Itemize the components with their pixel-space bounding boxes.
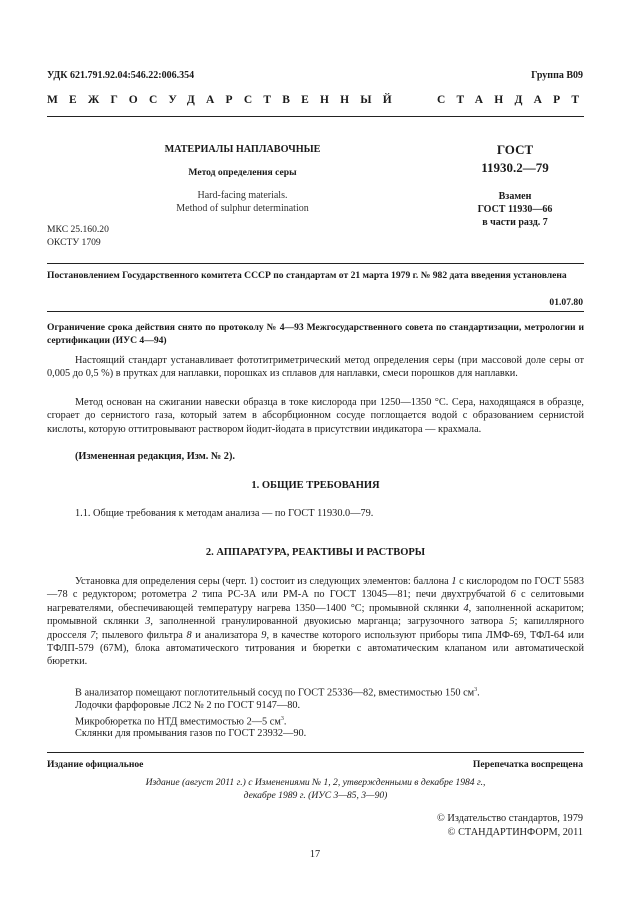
- section-2-heading: 2. АППАРАТУРА, РЕАКТИВЫ И РАСТВОРЫ: [205, 547, 426, 558]
- part-number: 6: [510, 589, 516, 601]
- part-number: 1: [451, 576, 457, 587]
- title-en-line-2: Method of sulphur determination: [176, 203, 309, 214]
- apparatus-paragraph: [47, 575, 584, 669]
- standard-type-word-2: СТАНДАРТ: [437, 94, 591, 106]
- title-rule: [47, 263, 584, 264]
- section-1-item: 1.1. Общие требования к методам анализа — по ГОСТ 11930.0—79.: [75, 508, 374, 519]
- apparatus-text: , заполненной гранулированной двуокисью марганца; загрузочного затвора: [150, 616, 510, 628]
- part-number: 9: [261, 629, 267, 641]
- part-number: 5: [509, 616, 515, 628]
- udk-code: УДК 621.791.92.04:546.22:006.354: [47, 70, 195, 81]
- apparatus-text: ; пылевого фильтра: [95, 629, 187, 641]
- amendment-note: (Измененная редакция, Изм. № 2).: [75, 451, 235, 462]
- unit-superscript: 3: [280, 716, 284, 722]
- edition-note-line-1: Издание (август 2011 г.) с Изменениями № 1, 2, утвержденными в декабре 1984 г.,: [145, 777, 486, 788]
- apparatus-text: Установка для определения серы (черт. 1) состоит из следующих элементов: баллона: [75, 576, 452, 587]
- part-number: 3: [145, 616, 151, 628]
- introduction-date: 01.07.80: [549, 297, 583, 308]
- mks-code: МКС 25.160.20: [47, 224, 109, 235]
- intro-paragraph-1: [47, 354, 584, 381]
- microburette-text: Микробюретка по НТД вместимостью 2—5 см: [75, 716, 281, 728]
- okstu-code: ОКСТУ 1709: [47, 237, 101, 248]
- edition-note-line-2: декабре 1989 г. (ИУС 3—85, 3—90): [243, 790, 388, 801]
- analyzer-vessel-text: В анализатор помещают поглотительный сосуд по ГОСТ 25336—82, вместимостью 150 см: [75, 687, 475, 699]
- decree-rule: [47, 311, 584, 312]
- boats-line: Лодочки фарфоровые ЛС2 № 2 по ГОСТ 9147—80.: [75, 700, 301, 711]
- part-number: 2: [191, 589, 197, 601]
- group-code: Группа В09: [531, 70, 583, 81]
- section-1-heading: 1. ОБЩИЕ ТРЕБОВАНИЯ: [251, 480, 380, 491]
- gas-flasks-line: Склянки для промывания газов по ГОСТ 23932—90.: [75, 728, 307, 739]
- period: .: [477, 687, 480, 699]
- gost-number: 11930.2—79: [481, 160, 549, 175]
- replaces-line-3: в части разд. 7: [482, 217, 548, 228]
- standard-type-word-1: МЕЖГОСУДАРСТВЕННЫЙ: [47, 94, 403, 106]
- part-number: 7: [90, 629, 96, 641]
- intro-paragraph-1-text: Настоящий стандарт устанавливает фототитриметрический метод определения серы (при массовой доле серы от 0,005 до 0,5 %) в прутках для наплавки, порошках из сплавов для наплавки, смеси порошков для наплавки.: [47, 355, 584, 380]
- apparatus-text: с селитовыми нагревателями, обеспечивающей температуру нагрева 1350—1400 °С; промывной склянки: [47, 589, 584, 614]
- apparatus-text: и анализатора: [191, 629, 262, 641]
- period: .: [283, 716, 287, 728]
- unit-superscript: 3: [474, 687, 478, 693]
- replaces-line-1: Взамен: [498, 191, 532, 202]
- page-number: 17: [309, 849, 321, 860]
- intro-paragraph-2-text: Метод основан на сжигании навески образца в токе кислорода при 1250—1350 °С. Сера, находящаяся в образце, сгорает до сернистого газа, который затем в абсорбционном сосуде поглощается водой с образованием сернистой кислоты, которую оттитровывают раствором йодит-йодата в присутствии индикатора — крахмала.: [47, 397, 584, 435]
- apparatus-text: , в качестве которого используют приборы типа ЛМФ-69, ТФЛ-64 или ТФЛП-579 (67М), блока автоматического титрования и бюретки с автоматическим клапаном или автоматической бюретки.: [47, 629, 585, 668]
- replaces-line-2: ГОСТ 11930—66: [477, 204, 553, 215]
- reprint-prohibited: Перепечатка воспрещена: [472, 759, 583, 770]
- part-number: 8: [186, 629, 192, 641]
- limitation-note: Ограничение срока действия снято по протоколу № 4—93 Межгосударственного совета по стандартизации, метрологии и сертификации (ИУС 4—94): [47, 322, 584, 346]
- part-number: 4: [463, 602, 469, 614]
- apparatus-text: типа РС-3А или РМ-А по ГОСТ 13045—81; печи двухтрубчатой: [196, 589, 511, 601]
- decree-text: Постановлением Государственного комитета СССР по стандартам от 21 марта 1979 г. № 982 дата введения установлена: [47, 270, 567, 281]
- gost-label: ГОСТ: [496, 142, 534, 157]
- header-rule: [47, 116, 584, 117]
- footer-rule: [47, 752, 584, 753]
- official-edition: Издание официальное: [47, 759, 144, 770]
- copyright-line-1: © Издательство стандартов, 1979: [437, 813, 583, 824]
- title-ru: МАТЕРИАЛЫ НАПЛАВОЧНЫЕ: [164, 144, 321, 155]
- apparatus-text: ; капиллярного дросселя: [47, 616, 584, 641]
- title-en-line-1: Hard-facing materials.: [197, 190, 288, 201]
- apparatus-text: с кислородом по ГОСТ 5583—78 с редуктором; ротометра: [47, 576, 585, 601]
- subtitle-ru: Метод определения серы: [188, 167, 297, 178]
- copyright-line-2: © СТАНДАРТИНФОРМ, 2011: [447, 827, 583, 838]
- analyzer-vessel-line: [75, 684, 584, 700]
- intro-paragraph-2: [47, 396, 584, 436]
- apparatus-text: , заполненной аскаритом; промывной склянки: [47, 602, 584, 628]
